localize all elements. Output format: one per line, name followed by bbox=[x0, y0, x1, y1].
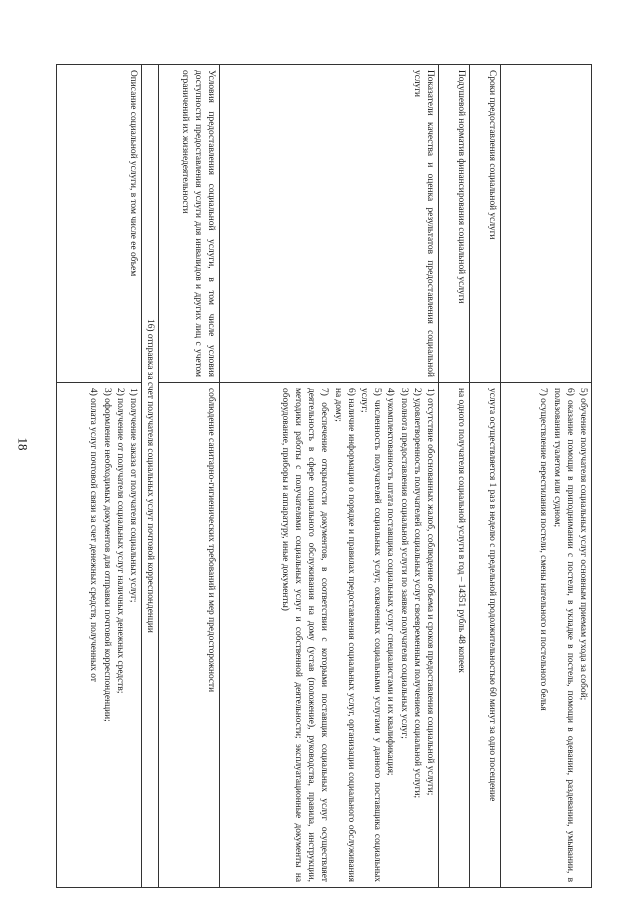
content-line: 1) отсутствие обоснованных жалоб, соблюдение объема и сроков предоставления социальной услуги; bbox=[425, 388, 435, 796]
table-row bbox=[469, 64, 501, 888]
content-line: соблюдение санитарно-гигиенических требований и мер предосторожности bbox=[206, 388, 216, 693]
content-line: 7) осуществление перестилания постели, смены нательного и постельного белья bbox=[538, 388, 549, 711]
row-label-cell bbox=[501, 65, 591, 383]
row-label-cell: Описание социальной услуги, в том числе ее объем bbox=[57, 65, 141, 383]
services-table bbox=[56, 64, 592, 888]
row-content-cell bbox=[159, 383, 219, 887]
content-line: услуга осуществляется 1 раз в неделю с предельной продолжительностью 60 минут за одно посещение bbox=[487, 388, 497, 802]
content-line: 4) оплата услуг почтовой связи за счет денежных средств, полученных от bbox=[88, 388, 99, 682]
row-content-cell bbox=[57, 383, 141, 887]
row-label-cell: Сроки предоставления социальной услуги bbox=[470, 65, 500, 383]
row-content-cell bbox=[220, 383, 438, 887]
table-row bbox=[438, 64, 470, 888]
content-line: 2) получение от получателя социальных услуг наличных денежных средств; bbox=[114, 388, 125, 694]
content-line: 2) удовлетворенность получателей социальных услуг своевременным получением социальной услуги; bbox=[411, 388, 422, 799]
row-label-cell: Условия предоставления социальной услуги, в том числе условия доступности предоставления услуги для инвалидов и других лиц с учетом ограничений их жизнедеятельности bbox=[159, 65, 219, 383]
row-content-cell bbox=[439, 383, 469, 887]
content-line: 4) укомплектованность штата поставщика социальных услуг специалистами и их квалификация; bbox=[385, 388, 396, 776]
content-line: 3) оформление необходимых документов для отправки почтовой корреспонденции; bbox=[101, 388, 112, 722]
table-row bbox=[219, 64, 439, 888]
table-row bbox=[56, 64, 142, 888]
content-line: 1) получение заказа от получателя социальных услуг; bbox=[128, 388, 138, 603]
content-line: 6) оказание помощи в приподнимании с постели, в укладке в постель, помощи в одевании, раздевании, умывании, в пользовании туалетом или судном; bbox=[551, 388, 575, 882]
row-content-cell bbox=[501, 383, 591, 887]
table-row bbox=[500, 64, 592, 888]
section-header-row bbox=[141, 64, 159, 888]
content-line: 5) численность получателей социальных услуг, охваченных социальными услугами у данного поставщика социальных услуг; bbox=[358, 388, 383, 882]
row-label-cell: Показатели качества и оценка результатов предоставления социальной услуги bbox=[220, 65, 438, 383]
row-label-cell: Подушевой норматив финансирования социальной услуги bbox=[439, 65, 469, 383]
page-number: 18 bbox=[15, 437, 31, 451]
content-line: 7) обеспечение открытости документов, в соответствии с которыми поставщик социальных услуг осуществляет деятельность в сфере социального обслуживания на дому (устав (положение), руководства, правила, инструкции, методики работы с получателями социальных услуг и собственной деятельности; эксплуатационные документы на оборудование, приборы и аппаратуру, иные документы) bbox=[279, 388, 330, 882]
content-line: 5) обучение получателя социальных услуг основным приемам ухода за собой; bbox=[578, 388, 588, 701]
content-line: на одного получателя социальной услуги в год – 14351 рубль 48 копеек bbox=[456, 388, 466, 673]
section-title: 16) отправка за счет получателя социальных услуг почтовой корреспонденции bbox=[145, 319, 155, 633]
content-line: 6) наличие информации о порядке и правилах предоставления социальных услуг, организации социального обслуживания на дому; bbox=[332, 388, 356, 882]
row-content-cell bbox=[470, 383, 500, 887]
table-row bbox=[158, 64, 220, 888]
content-line: 3) полнота предоставления социальной услуги по заявке получателя социальных услуг; bbox=[398, 388, 409, 739]
